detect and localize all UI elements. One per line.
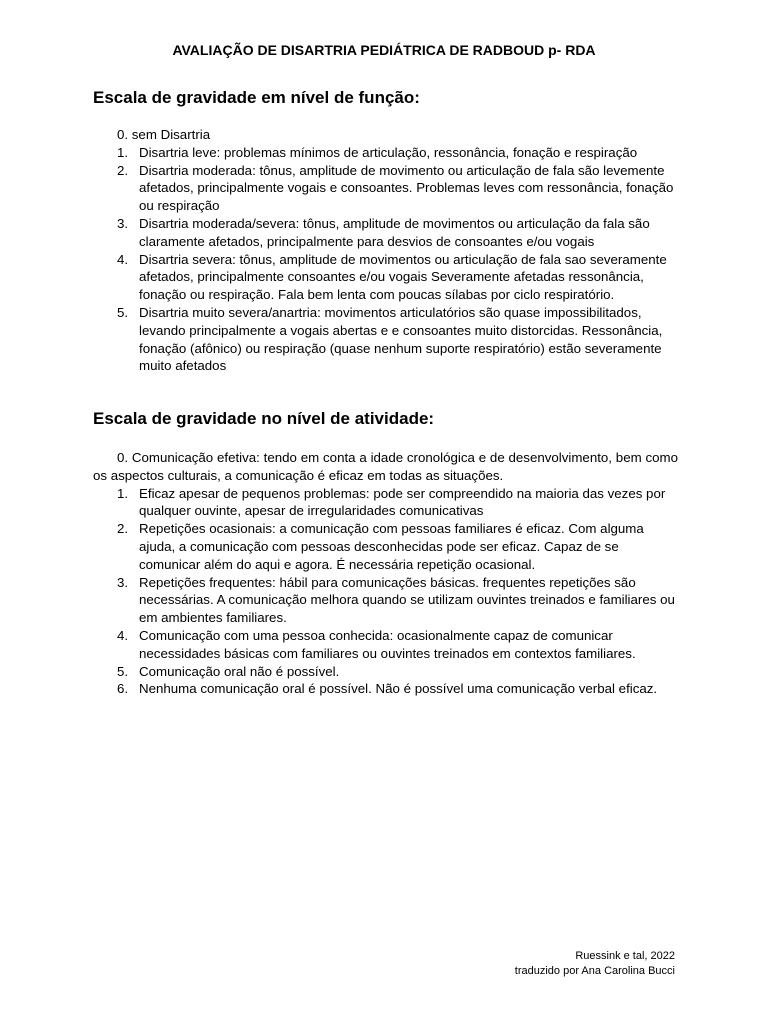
item-text: Comunicação oral não é possível. bbox=[139, 663, 340, 679]
footer-citation: Ruessink e tal, 2022 bbox=[575, 950, 675, 962]
item-text: Comunicação com uma pessoa conhecida: ocasionalmente capaz de comunicar necessidades básicas com familiares ou ouvintes treinados em contextos familiares. bbox=[139, 627, 636, 661]
section-heading-activity: Escala de gravidade no nível de atividade: bbox=[93, 409, 435, 428]
list-lead-item: 0. sem Disartria bbox=[117, 127, 211, 142]
footer-translator: traduzido por Ana Carolina Bucci bbox=[514, 965, 675, 977]
list-item bbox=[93, 663, 678, 681]
item-text: Eficaz apesar de pequenos problemas: pode ser compreendido na maioria das vezes por qualquer ouvinte, apesar de irregularidades comunicativas bbox=[139, 485, 666, 519]
footer-credits bbox=[515, 949, 675, 979]
list-item bbox=[93, 304, 678, 375]
list-item bbox=[93, 162, 678, 215]
list-item bbox=[93, 215, 678, 251]
item-number: 5. bbox=[117, 304, 129, 320]
item-text: Repetições frequentes: hábil para comunicações básicas. frequentes repetições são necessárias. A comunicação melhora quando se utilizam ouvintes treinados e familiares ou em ambientes familiares. bbox=[139, 574, 675, 626]
list-lead-item: 0. Comunicação efetiva: tendo em conta a idade cronológica e de desenvolvimento, bem como os aspectos culturais, a comunicação é eficaz em todas as situações. bbox=[93, 450, 678, 483]
item-number: 1. bbox=[117, 485, 129, 501]
section-heading-function: Escala de gravidade em nível de função: bbox=[93, 88, 420, 107]
function-severity-list bbox=[93, 126, 678, 375]
item-number: 4. bbox=[117, 251, 129, 267]
item-text: Nenhuma comunicação oral é possível. Não é possível uma comunicação verbal eficaz. bbox=[139, 681, 658, 697]
list-item bbox=[93, 627, 678, 663]
list-item bbox=[93, 574, 678, 627]
item-text: Disartria severa: tônus, amplitude de movimentos ou articulação de fala sao severamente afetados, principalmente consoantes e/ou vogais Severamente afetadas ressonância, fonação ou respiração. Fala bem lenta com poucas sílabas por ciclo respiratório. bbox=[139, 251, 667, 303]
item-number: 3. bbox=[117, 574, 129, 590]
item-number: 3. bbox=[117, 215, 129, 231]
document-title: AVALIAÇÃO DE DISARTRIA PEDIÁTRICA DE RADBOUD p- RDA bbox=[172, 42, 596, 58]
list-item bbox=[93, 251, 678, 304]
item-number: 6. bbox=[117, 681, 129, 697]
item-number: 2. bbox=[117, 521, 129, 537]
item-text: Disartria moderada: tônus, amplitude de movimento ou articulação de fala são levemente afetados, principalmente vogais e consoantes. Problemas leves com ressonância, fonação ou respiração bbox=[139, 162, 674, 214]
list-item bbox=[93, 485, 678, 521]
item-text: Disartria moderada/severa: tônus, amplitude de movimentos ou articulação da fala são claramente afetados, principalmente para desvios de consoantes e/ou vogais bbox=[139, 215, 650, 249]
item-text: Disartria muito severa/anartria: movimentos articulatórios são quase impossibilitados, levando principalmente a vogais abertas e e consoantes muito distorcidas. Ressonância, fonação (afônico) ou respiração (quase nenhum suporte respiratório) estão severamente muito afetados bbox=[139, 304, 663, 374]
list-item bbox=[93, 680, 678, 698]
item-number: 2. bbox=[117, 162, 129, 178]
list-item bbox=[93, 144, 678, 162]
item-number: 4. bbox=[117, 627, 129, 643]
activity-severity-list bbox=[93, 449, 678, 698]
item-number: 1. bbox=[117, 144, 129, 160]
item-text: Disartria leve: problemas mínimos de articulação, ressonância, fonação e respiração bbox=[139, 144, 638, 160]
item-text: Repetições ocasionais: a comunicação com pessoas familiares é eficaz. Com alguma ajuda, a comunicação com pessoas desconhecidas pode ser eficaz. Capaz de se comunicar além do aqui e agora. É necessária repetição ocasional. bbox=[139, 521, 644, 572]
list-item bbox=[93, 520, 678, 573]
item-number: 5. bbox=[117, 663, 129, 679]
